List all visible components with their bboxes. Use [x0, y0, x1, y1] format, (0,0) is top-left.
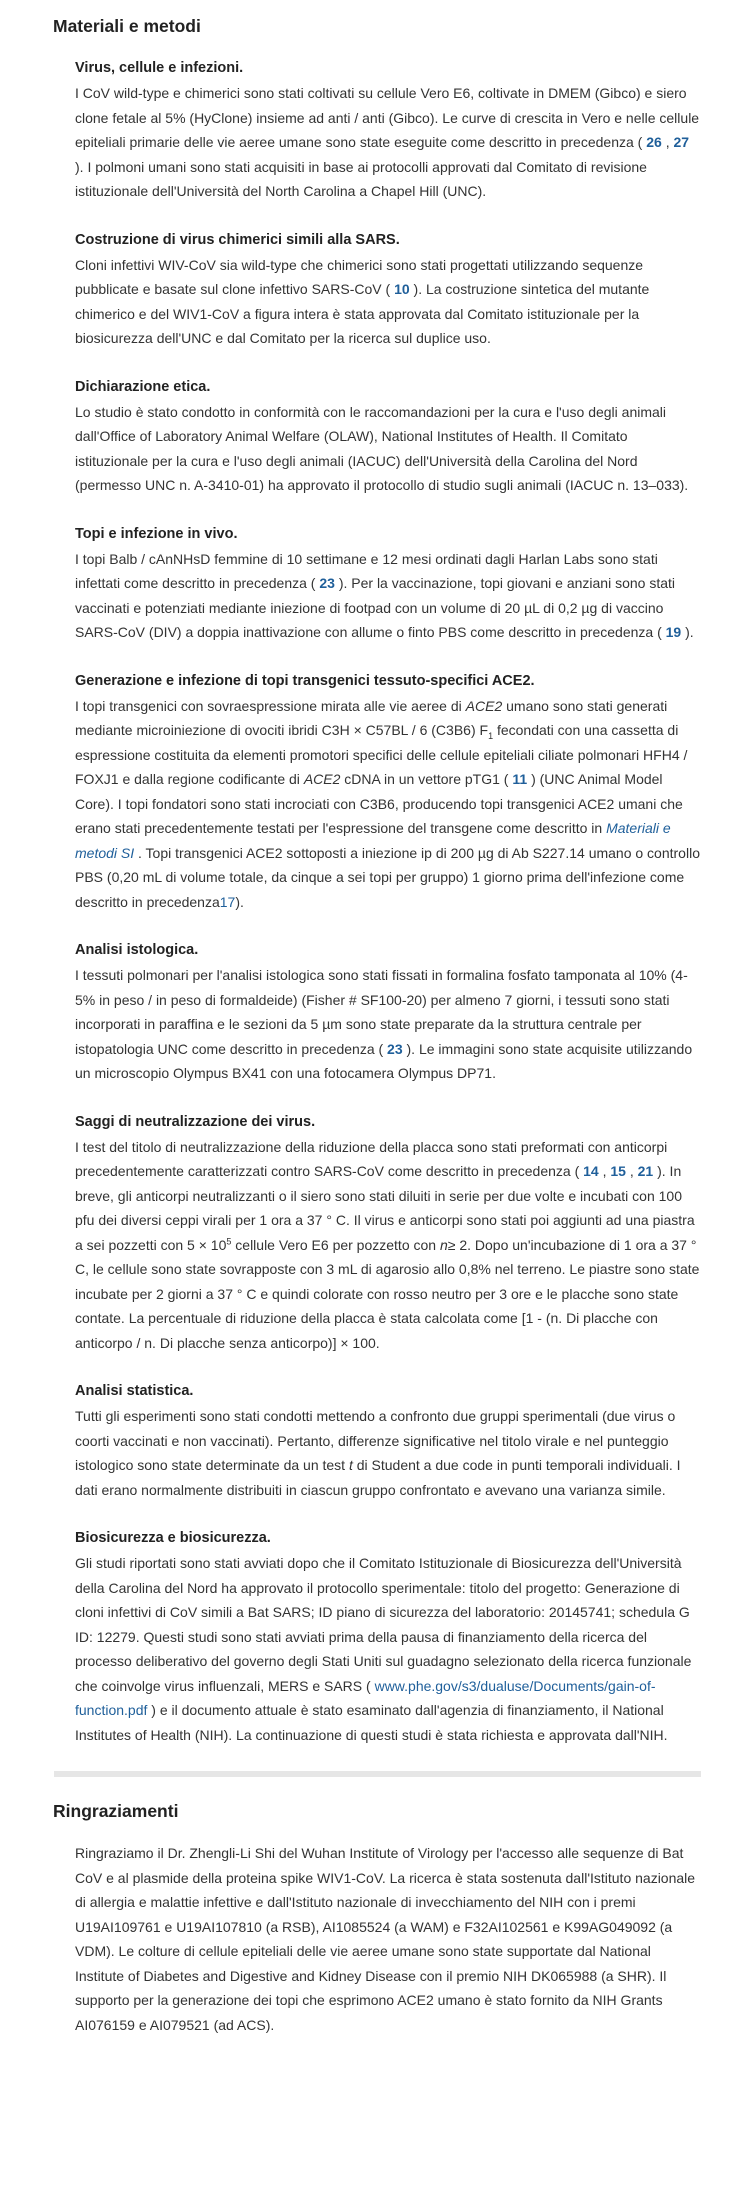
gene-name: ACE2 [303, 771, 341, 787]
subsection-title: Topi e infezione in vivo. [75, 525, 238, 542]
acknowledgements-body [75, 1841, 701, 2037]
paragraph: Ringraziamo il Dr. Zhengli-Li Shi del Wuhan Institute of Virology per l'accesso alle sequenze di Bat CoV e al plasmide della proteina spike WIV1-CoV. La ricerca è stata sostenuta dall'Istituto nazionale di allergia e malattie infettive e dall'Istituto nazionale di invecchiamento del NIH con i premi U19AI109761 e U19AI107810 (a RSB), AI1085524 (a WAM) e F32AI102561 e K99AG049092 (a VDM). Le colture di cellule epiteliali delle vie aeree umane sono state supportate dal National Institute of Diabetes and Digestive and Kidney Disease con il premio NIH DK065988 (a SHR). Il supporto per la generazione dei topi che esprimono ACE2 umano è stato fornito da NIH Grants AI076159 e AI079521 (ad ACS). [75, 1845, 696, 2033]
reference-link[interactable]: 14 [583, 1163, 599, 1179]
reference-link[interactable]: 19 [665, 624, 682, 640]
subsection-virus-cells [75, 56, 701, 204]
subsection-title: Costruzione di virus chimerici simili alla SARS. [75, 231, 400, 248]
paragraph: Gli studi riportati sono stati avviati dopo che il Comitato Istituzionale di Biosicurezza dell'Università della Carolina del Nord ha approvato il protocollo sperimentale: titolo del progetto: Generazione di cloni infettivi di CoV simili a Bat SARS; ID piano di sicurezza del laboratorio: 20145741; schedula G ID: 12279. Questi studi sono stati avviati prima della pausa di finanziamento della ricerca del processo deliberativo del governo degli Stati Uniti sul guadagno selezionato della ricerca funzionale che coinvolge virus influenzali, MERS e SARS ( www.phe.gov/s3/dualuse/Documents/gain-of- function.pdf ) e il documento attuale è stato esaminato dall'agenzia di finanziamento, il National Institutes of Health (NIH). La continuazione di questi studi è stata richiesta e approvata dall'NIH. [75, 1555, 692, 1743]
subsection-histology [75, 938, 701, 1086]
paragraph: I test del titolo di neutralizzazione della riduzione della placca sono stati preformati con anticorpi precedentemente caratterizzati contro SARS-CoV come descritto in precedenza ( 14 , 15 , 21 ). In breve, gli anticorpi neutralizzanti o il siero sono stati diluiti in serie per due volte e incubati con 100 pfu dei diversi ceppi virali per 1 ora a 37 ° C. Il virus e anticorpi sono stati poi aggiunti ad una piastra a sei pozzetti con $5 \times 10^5$ cellule Vero E6 per pozzetto con n≥ 2. Dopo un'incubazione di 1 ora a 37 ° C, le cellule sono state sovrapposte con 3 mL di agarosio allo 0,8% nel terreno. Le piastre sono state incubate per 2 giorni a 37 ° C e quindi colorate con rosso neutro per 3 ore e le placche sono state contate. La percentuale di riduzione della placca è stata calcolata come [1 - (n. Di placche con anticorpo / n. Di placche senza anticorpo)] × 100. [75, 1138, 700, 1351]
methods-heading: Materiali e metodi [53, 16, 201, 36]
reference-link[interactable]: 17 [219, 893, 236, 910]
subsection-chimeric-virus [75, 228, 701, 351]
subsection-title: Saggi di neutralizzazione dei virus. [75, 1113, 316, 1130]
subsection-statistics [75, 1379, 701, 1502]
subsection-title: Dichiarazione etica. [75, 378, 211, 395]
gene-name: ACE2 [465, 697, 503, 714]
reference-link[interactable]: 27 [673, 134, 690, 150]
external-link[interactable]: www.phe.gov/s3/dualuse/Documents/gain-of- function.pdf [75, 1677, 656, 1718]
reference-link[interactable]: 26 [646, 134, 662, 150]
paragraph: I tessuti polmonari per l'analisi istologica sono stati fissati in formalina fosfato tamponata al 10% (4-5% in peso / in peso di formaldeide) (Fisher # SF100-20) per almeno 7 giorni, i tessuti sono stati incorporati in paraffina e le sezioni da 5 µm sono state preparate da la struttura centrale per istopatologia UNC come descritto in precedenza ( 23 ). Le immagini sono state acquisite utilizzando un microscopio Olympus BX41 con una fotocamera Olympus DP71. [75, 967, 693, 1081]
subsection-mice-infection [75, 522, 701, 645]
paragraph: I topi transgenici con sovraespressione mirata alle vie aeree di ACE2 umano sono stati generati mediante microiniezione di ovociti ibridi C3H × C57BL / 6 (C3B6) $F_1$ fecondati con una cassetta di espressione costituita da elementi promotori specifici delle cellule epiteliali ciliate polmonari HFH4 / FOXJ1 e dalla regione codificante di ACE2 cDNA in un vettore pTG1 ( 11 ) (UNC Animal Model Core). I topi fondatori sono stati incrociati con C3B6, producendo topi transgenici ACE2 umani che erano stati precedentemente testati per l'espressione del transgene come descritto in Materiali e metodi SI . Topi transgenici ACE2 sottoposti a iniezione ip di 200 µg di Ab S227.14 umano o controllo PBS (0,20 mL di volume totale, da cinque a sei topi per gruppo) 1 giorno prima dell'infezione come descritto in precedenza17). [75, 697, 700, 910]
subsection-title: Biosicurezza e biosicurezza. [75, 1530, 271, 1546]
reference-link[interactable]: 21 [637, 1163, 654, 1179]
reference-link[interactable]: 23 [387, 1040, 403, 1057]
reference-link[interactable]: 11 [512, 771, 528, 787]
subsection-title: Analisi statistica. [75, 1383, 194, 1399]
paragraph: Lo studio è stato condotto in conformità con le raccomandazioni per la cura e l'uso degli animali dall'Office of Laboratory Animal Welfare (OLAW), National Institutes of Health. Il Comitato istituzionale per la cura e l'uso degli animali (IACUC) dell'Università della Carolina del Nord (permesso UNC n. A-3410-01) ha approvato il protocollo di studio sugli animali (IACUC n. 13–033). [75, 403, 689, 493]
paragraph: Tutti gli esperimenti sono stati condotti mettendo a confronto due gruppi sperimentali (due virus o coorti vaccinati e non vaccinati). Pertanto, differenze significative nel titolo virale e nel punteggio istologico sono state determinate da un test t di Student a due code in punti temporali individuali. I dati erano normalmente distribuiti in ciascun gruppo confrontato e avevano una varianza simile. [75, 1408, 681, 1498]
subsection-title: Generazione e infezione di topi transgenici tessuto-specifici ACE2. [75, 672, 535, 689]
section-divider [54, 1771, 701, 1777]
paragraph: I CoV wild-type e chimerici sono stati coltivati su cellule Vero E6, coltivate in DMEM (Gibco) e siero clone fetale al 5% (HyClone) insieme ad anti / anti (Gibco). Le curve di crescita in Vero e nelle cellule epiteliali primarie delle vie aeree umane sono state eseguite come descritto in precedenza ( 26 , 27 ). I polmoni umani sono stati acquisiti in base ai protocolli approvati dal Comitato di revisione istituzionale dell'Università del North Carolina a Chapel Hill (UNC). [75, 85, 700, 199]
paragraph: Cloni infettivi WIV-CoV sia wild-type che chimerici sono stati progettati utilizzando sequenze pubblicate e basate sul clone infettivo SARS-CoV ( 10 ). La costruzione sintetica del mutante chimerico e del WIV1-CoV a figura intera è stata approvata dal Comitato istituzionale per la biosicurezza dell'UNC e dal Comitato per la ricerca sul duplice uso. [75, 256, 650, 346]
reference-link[interactable]: 15 [610, 1163, 626, 1179]
paragraph: I topi Balb / cAnNHsD femmine di 10 settimane e 12 mesi ordinati dagli Harlan Labs sono stati infettati come descritto in precedenza ( 23 ). Per la vaccinazione, topi giovani e anziani sono stati vaccinati e potenziati mediante iniezione di footpad con un volume di 20 µL di 0,2 µg di vaccino SARS-CoV (DIV) a doppia inattivazione con allume o finto PBS come descritto in precedenza ( 19 ). [75, 550, 694, 640]
subsection-neutralization [75, 1110, 701, 1356]
subsection-biosafety [75, 1526, 701, 1747]
subsection-ethics [75, 375, 701, 498]
reference-link[interactable]: 23 [319, 575, 335, 591]
reference-link[interactable]: 10 [394, 281, 410, 297]
supplementary-link[interactable]: Materiali e metodi SI [75, 820, 671, 861]
acknowledgements-heading: Ringraziamenti [53, 1801, 179, 1821]
subsection-transgenic-mice [75, 669, 701, 915]
subsection-title: Analisi istologica. [75, 942, 199, 958]
subsection-title: Virus, cellule e infezioni. [75, 60, 244, 76]
